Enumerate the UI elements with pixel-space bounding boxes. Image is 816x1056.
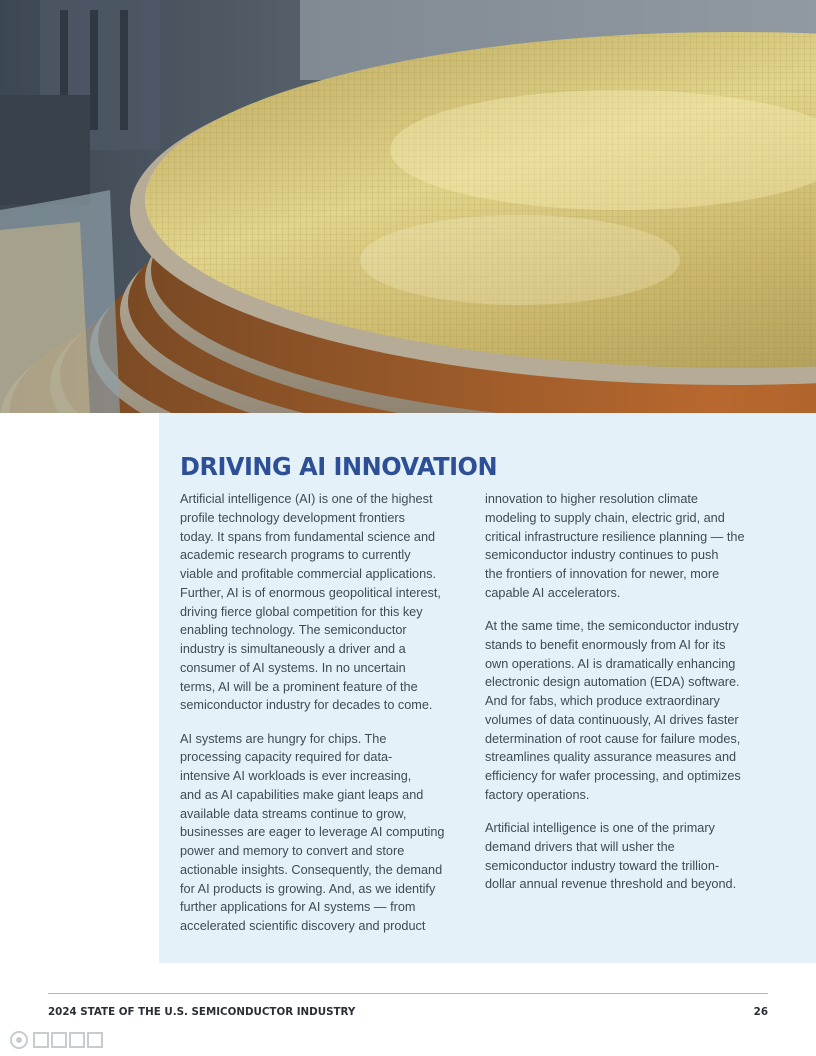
text-line: own operations. AI is dramatically enhancing: [485, 656, 736, 671]
text-line: available data streams continue to grow,: [180, 806, 407, 821]
left-paragraph-2: [180, 730, 470, 936]
text-line: enabling technology. The semiconductor: [180, 623, 407, 638]
text-line: At the same time, the semiconductor industry: [485, 619, 739, 633]
article-title: DRIVING AI INNOVATION: [180, 452, 498, 481]
left-column: [180, 490, 470, 950]
text-line: and as AI capabilities make giant leaps and: [180, 787, 424, 802]
text-line: semiconductor industry toward the trillion-: [485, 858, 720, 873]
right-paragraph-1: [485, 490, 770, 603]
text-line: dollar annual revenue threshold and beyond.: [485, 877, 737, 892]
text-line: processing capacity required for data-: [180, 750, 393, 765]
text-line: driving fierce global competition for this key: [180, 604, 423, 619]
footer-report-title: 2024 STATE OF THE U.S. SEMICONDUCTOR INDUSTRY: [48, 1006, 356, 1018]
text-line: electronic design automation (EDA) software.: [485, 675, 740, 690]
text-line: innovation to higher resolution climate: [485, 492, 698, 506]
text-line: determination of root cause for failure modes,: [485, 731, 741, 746]
watermark-logo: [8, 1029, 108, 1051]
text-line: consumer of AI systems. In no uncertain: [180, 660, 406, 675]
text-line: And for fabs, which produce extraordinary: [485, 694, 720, 708]
right-column: [485, 490, 770, 909]
wafer-stack-illustration: [0, 0, 816, 413]
text-line: further applications for AI systems — from: [180, 900, 416, 915]
text-line: volumes of data continuously, AI drives faster: [485, 712, 739, 727]
text-line: factory operations.: [485, 787, 590, 802]
text-line: for AI products is growing. And, as we identify: [180, 881, 436, 896]
text-line: actionable insights. Consequently, the demand: [180, 862, 443, 877]
text-line: capable AI accelerators.: [485, 585, 621, 600]
page-number: 26: [753, 1006, 768, 1018]
text-line: modeling to supply chain, electric grid, and: [485, 510, 725, 525]
text-line: critical infrastructure resilience planning — the: [485, 529, 745, 544]
text-line: Artificial intelligence is one of the primary: [485, 821, 715, 835]
text-line: viable and profitable commercial applications.: [180, 567, 436, 581]
text-line: Artificial intelligence (AI) is one of the highest: [180, 492, 433, 506]
text-line: businesses are eager to leverage AI computing: [180, 825, 445, 840]
text-line: power and memory to convert and store: [180, 844, 405, 858]
right-paragraph-2: [485, 617, 770, 805]
text-line: accelerated scientific discovery and product: [180, 919, 426, 933]
watermark-icon: [8, 1029, 108, 1051]
footer-divider: [48, 993, 768, 994]
text-line: profile technology development frontiers: [180, 510, 405, 525]
text-line: efficiency for wafer processing, and optimizes: [485, 769, 741, 783]
text-line: stands to benefit enormously from AI for its: [485, 637, 726, 652]
text-line: today. It spans from fundamental science and: [180, 529, 436, 544]
text-line: the frontiers of innovation for newer, more: [485, 567, 720, 581]
text-line: demand drivers that will usher the: [485, 839, 675, 854]
text-line: semiconductor industry for decades to come.: [180, 698, 433, 713]
text-line: academic research programs to currently: [180, 548, 411, 563]
left-paragraph-1: [180, 490, 470, 715]
text-line: AI systems are hungry for chips. The: [180, 731, 387, 746]
hero-wafer-image: [0, 0, 816, 413]
text-line: semiconductor industry continues to push: [485, 548, 719, 563]
text-line: streamlines quality assurance measures and: [485, 750, 737, 765]
text-line: intensive AI workloads is ever increasing,: [180, 769, 412, 783]
text-line: terms, AI will be a prominent feature of the: [180, 679, 418, 694]
text-line: industry is simultaneously a driver and a: [180, 642, 406, 656]
right-paragraph-3: [485, 819, 770, 894]
text-line: Further, AI is of enormous geopolitical interest,: [180, 585, 441, 600]
